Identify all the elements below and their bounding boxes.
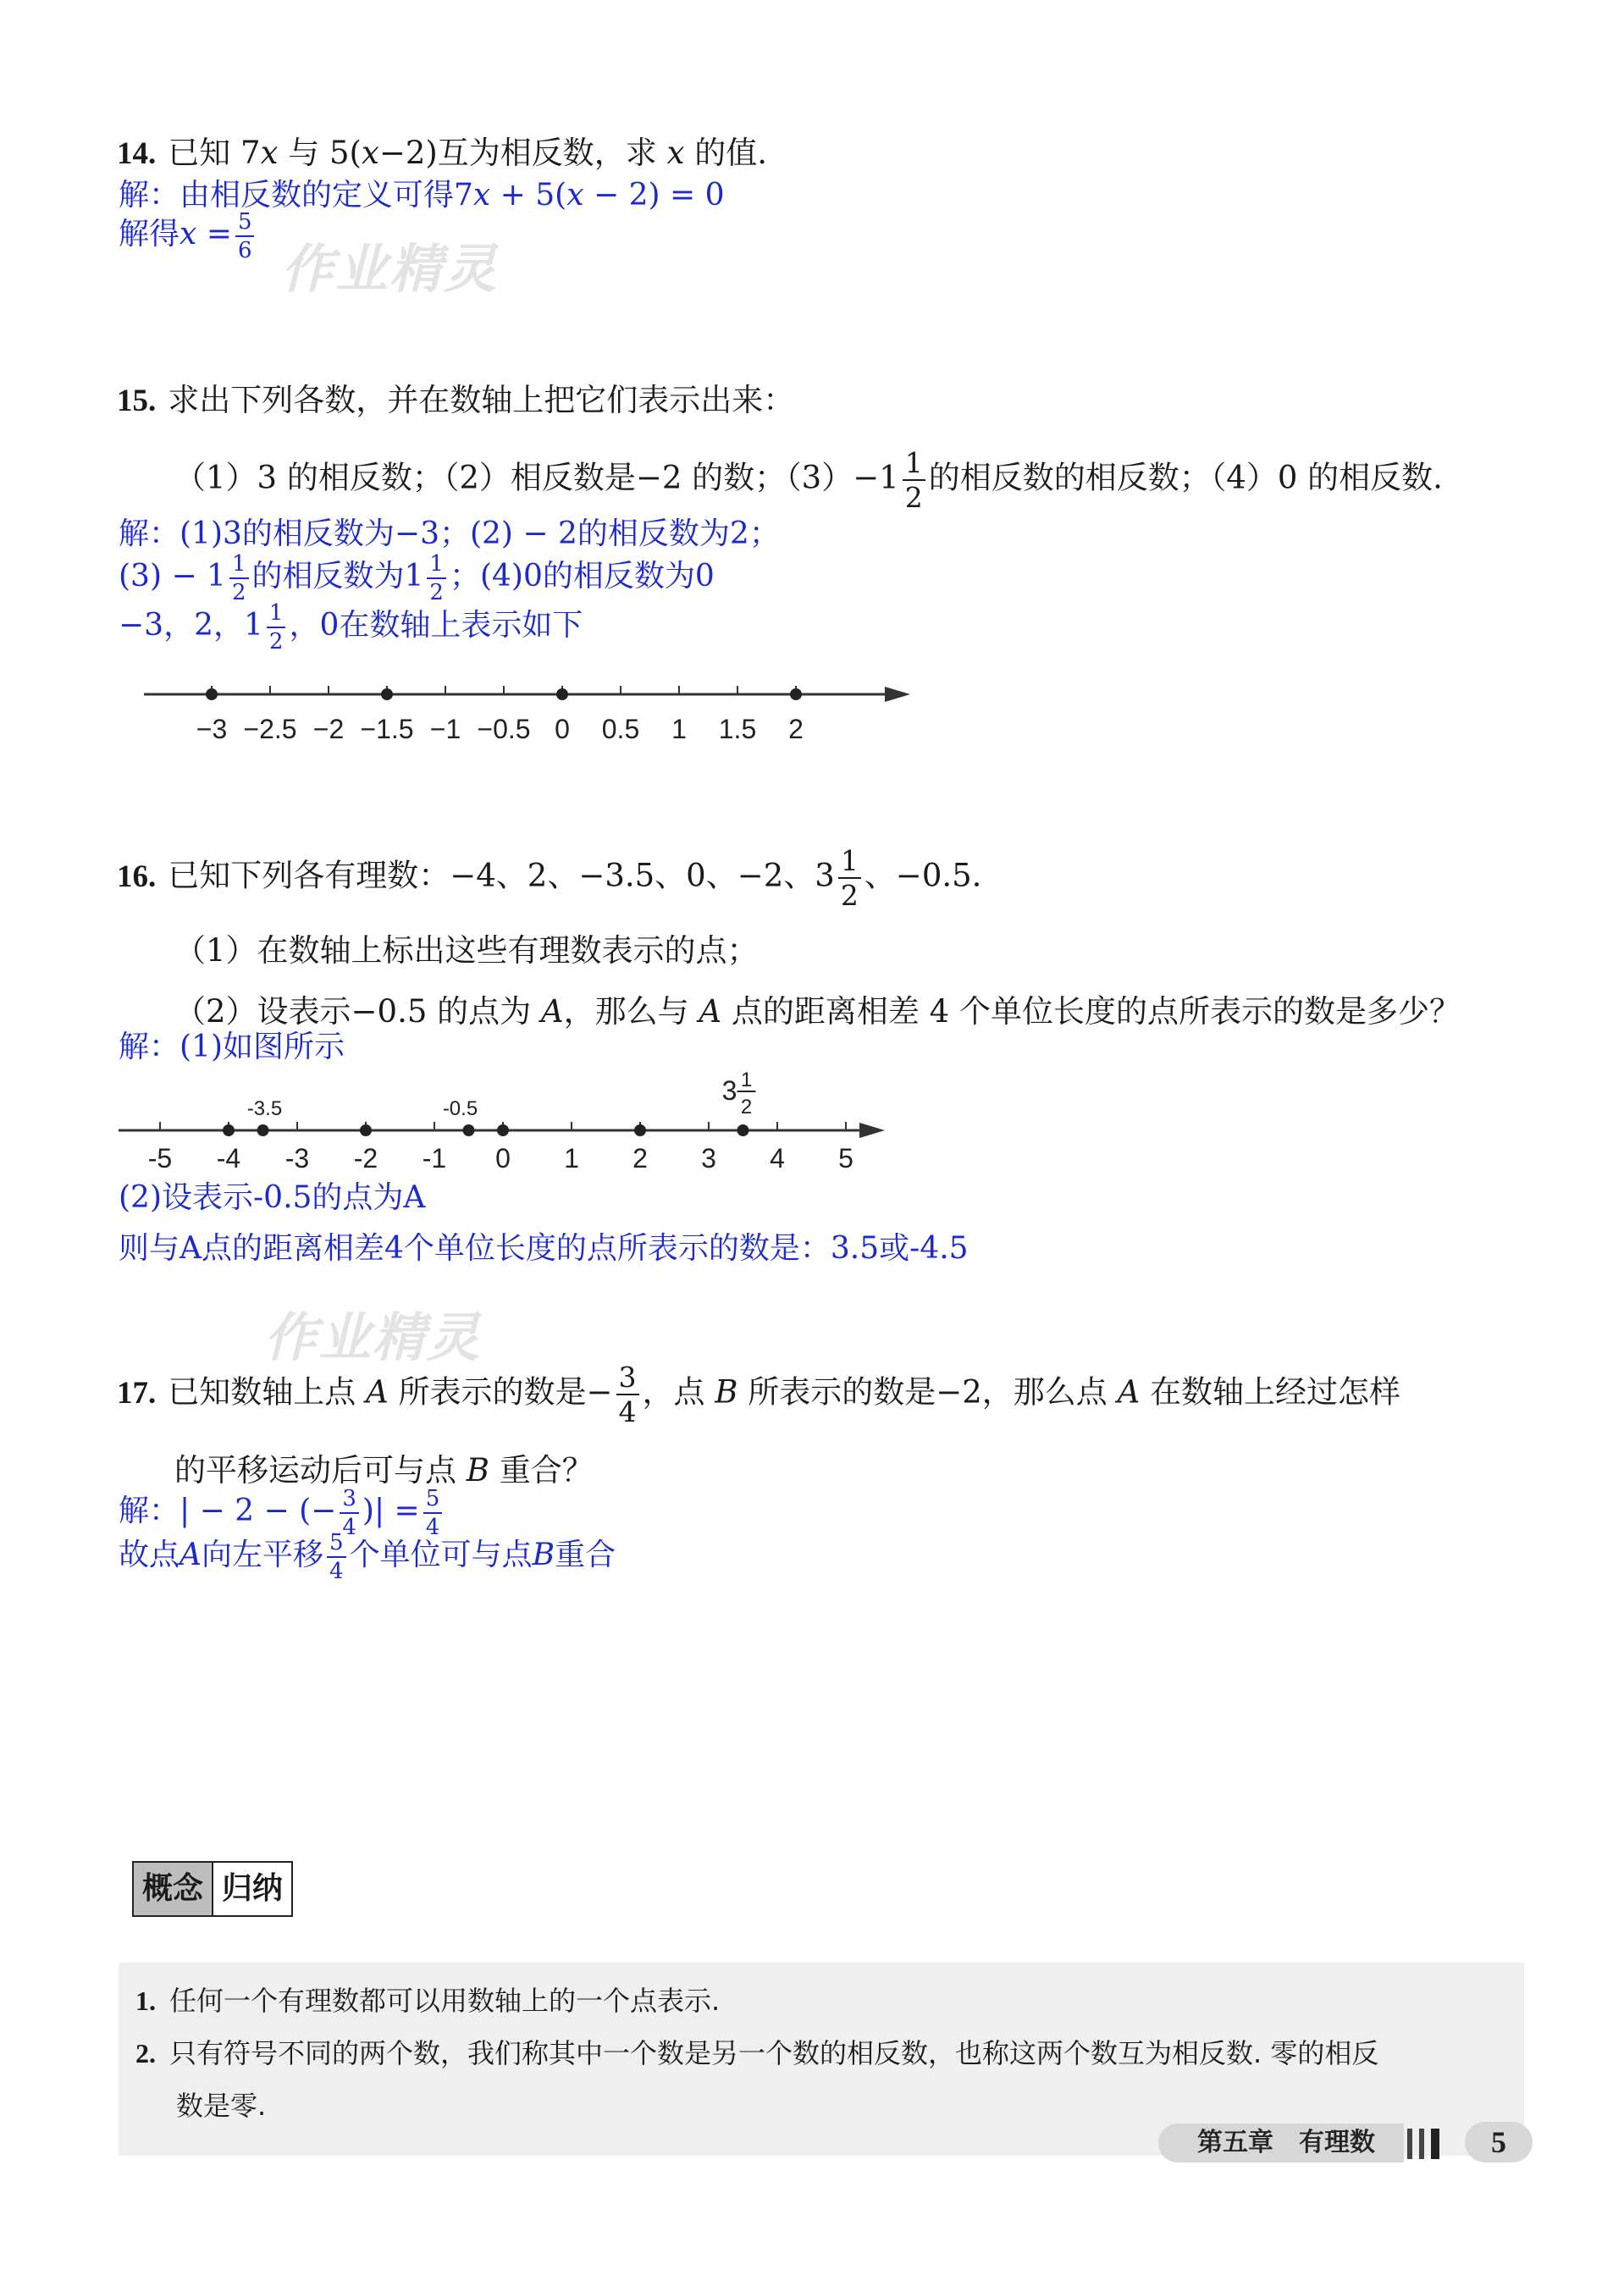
q15-point-0 [206,688,218,700]
q15-tick-label-1: −2.5 [243,714,297,744]
q16-tick-label-8: 3 [701,1143,716,1174]
q15-tick-label-4: −1 [429,714,461,744]
summary-item-1 [135,1980,720,2019]
q16-var-A2: A [699,993,722,1030]
q15-sub-b: 的相反数的相反数；（4）0 的相反数. [928,459,1443,496]
q16-point-4 [497,1124,509,1136]
q15-tick-label-6: 0 [555,714,570,744]
q16-text-b: 、−0.5. [864,857,982,894]
q17-question-line1 [117,1363,1400,1426]
summary-item-1-text: 任何一个有理数都可以用数轴上的一个点表示. [169,1985,721,2017]
q15-half-d2: 2 [429,580,444,605]
q16-sub2 [174,986,1461,1031]
q16-tick-label-10: 5 [838,1143,853,1174]
q15-ans3-frac [267,602,286,653]
q16-sub2-a: （2）设表示−0.5 的点为 [174,993,541,1030]
q17-text-a: 已知数轴上点 [168,1373,367,1411]
q16-frac-n: 1 [838,847,861,879]
q17-frac-n: 3 [616,1363,639,1395]
q17-fraction [616,1363,639,1426]
q14-ans-fraction [235,211,255,262]
q17-ans1-n: 3 [340,1488,359,1514]
q16-point-3 [463,1124,475,1136]
q14-text-a: 已知 7 [168,135,261,171]
q17-answer-line2 [119,1531,616,1582]
q17-ans-var-A: A [180,1538,202,1572]
q15-tick-label-7: 0.5 [601,714,640,744]
q17-question-line2 [174,1444,594,1490]
q15-sub-frac-d: 2 [904,481,923,514]
q14-ans1-a: 解：由相反数的定义可得7 [119,178,473,213]
q15-number-line [135,660,914,754]
q15-ans2-frac2 [427,553,446,604]
q15-sub-frac-n: 1 [903,449,925,481]
footer-chapter: 第五章 有理数 [1158,2124,1404,2162]
q16-point-6 [737,1124,749,1136]
q14-ans2-label: 解得 [119,217,180,251]
q14-frac-denominator: 6 [237,238,252,263]
q15-tick-label-9: 1.5 [718,714,757,744]
q17-frac-d: 4 [618,1395,637,1428]
footer-bars-icon [1406,2125,1456,2162]
q16-point-1 [257,1124,269,1136]
q15-ans3-a: −3，2，1 [119,608,263,643]
q17-var-B: B [715,1373,738,1411]
q16-question [117,844,982,912]
q16-tick-label-3: -2 [353,1143,378,1174]
q15-point-2 [556,688,568,700]
q15-tick-label-0: −3 [196,714,228,744]
q16-point-2 [360,1124,372,1136]
q16-tick-label-4: -1 [422,1143,447,1174]
summary-item-2-text-a: 只有符号不同的两个数，我们称其中一个数是另一个数的相反数，也称这两个数互为相反数. 零的相反 [169,2037,1379,2069]
q15-tick-label-2: −2 [312,714,345,744]
q17-ans1-d: 4 [342,1515,356,1540]
watermark-2: 作业精灵 [264,1306,482,1368]
q16-number: 16. [117,859,157,894]
q15-sub-fraction [903,446,925,514]
q16-frac-d: 2 [840,879,859,912]
q15-text: 求出下列各数，并在数轴上把它们表示出来： [168,382,795,418]
q14-question [117,127,767,173]
q17-number: 17. [117,1375,157,1411]
q15-point-1 [381,688,393,700]
q16-point-label-neg3-5: -3.5 [246,1097,283,1120]
q17-ans2-frac-d: 4 [329,1559,344,1584]
q15-half-d3: 2 [268,629,284,654]
q17-ans2-c: 个单位可与点 [349,1538,533,1572]
q16-var-A: A [540,993,564,1030]
q17-ans1-a: 解：| − 2 − (− [119,1494,337,1528]
q16-point-label-neg0-5: -0.5 [442,1097,478,1120]
q17-line2-a: 的平移运动后可与点 [174,1452,467,1488]
q14-frac-numerator: 5 [235,211,255,237]
q16-point-label-3half-num: 1 [740,1069,753,1091]
q16-point-5 [634,1124,646,1136]
summary-title [132,1861,293,1917]
q16-point-label-3half-den: 2 [740,1096,753,1118]
q15-tick-label-5: −0.5 [477,714,531,744]
q14-ans-var-x2: x [566,178,584,213]
q17-text-b: 所表示的数是− [388,1373,613,1411]
q16-answer-line1: 解：(1)如图所示 [119,1030,345,1064]
q15-half-n: 1 [229,553,249,579]
q17-line2-b: 重合？ [489,1452,594,1488]
q17-ans2-frac-n: 5 [327,1532,346,1558]
q15-answer-line1: 解：(1)3的相反数为−3；(2) − 2的相反数为2； [119,516,780,551]
q15-half-n2: 1 [427,553,446,579]
summary-title-induction: 归纳 [222,1871,284,1906]
summary-item-2-num: 2. [135,2038,156,2068]
q16-answer-line3: 则与A点的距离相差4个单位长度的点所表示的数是：3.5或-4.5 [119,1231,969,1266]
q14-var-x: x [260,135,279,171]
q14-ans2-var-x: x [180,217,197,251]
q15-point-3 [790,688,802,700]
q17-text-c: ，点 [642,1373,715,1411]
q17-ans2-frac [327,1532,346,1582]
q15-tick-label-3: −1.5 [360,714,414,744]
q15-axis-arrow [885,687,910,702]
summary-item-2-cont: 数是零. [176,2090,267,2122]
q17-ans2-d: 4 [425,1515,440,1540]
q17-var-A2: A [1117,1373,1141,1411]
q14-ans1-c: − 2) = 0 [583,178,725,213]
q15-ans2-a: (3) − 1 [119,559,226,594]
q16-text-a: 已知下列各有理数：−4、2、−3.5、0、−2、3 [168,857,835,894]
q16-tick-label-6: 1 [564,1143,579,1174]
q17-var-B2: B [466,1452,489,1488]
q14-number: 14. [117,136,157,171]
watermark-1: 作业精灵 [281,238,499,300]
q16-tick-label-1: -4 [216,1143,241,1174]
q17-ans2-a: 故点 [119,1538,180,1572]
q15-answer-line3 [119,601,583,653]
q14-var-x3: x [666,135,685,171]
q17-ans-var-B: B [532,1538,555,1572]
q14-answer-line2 [119,210,257,262]
q15-half-n3: 1 [267,602,286,628]
q16-point-0 [223,1124,235,1136]
q17-ans1-b: )| = [362,1494,420,1528]
q15-tick-label-8: 1 [671,714,687,744]
q15-ans2-frac1 [229,553,249,604]
q14-text-d: 的值. [684,135,767,171]
q17-ans2-b: 向左平移 [202,1538,324,1572]
q15-sub-a: （1）3 的相反数；（2）相反数是−2 的数；（3）−1 [174,459,899,496]
q15-tick-label-10: 2 [788,714,804,744]
page-number: 5 [1465,2122,1533,2162]
q17-text-d: 所表示的数是−2，那么点 [737,1373,1118,1411]
q17-text-e: 在数轴上经过怎样 [1140,1373,1401,1411]
q14-text-c: −2)互为相反数，求 [378,135,667,171]
q15-ans2-c: ；(4)0的相反数为0 [449,559,715,594]
q17-var-A: A [366,1373,389,1411]
q16-point-label-3half-whole: 3 [721,1075,737,1106]
q15-half-d: 2 [231,580,246,605]
q14-answer-line1 [119,171,725,214]
q14-ans2-eq: = [196,217,232,251]
q15-ans3-b: ，0在数轴上表示如下 [289,608,583,643]
q16-tick-label-9: 4 [770,1143,785,1174]
q16-answer-line2: (2)设表示-0.5的点为A [119,1180,426,1215]
q16-sub2-c: 点的距离相差 4 个单位长度的点所表示的数是多少？ [721,993,1461,1030]
summary-item-2 [135,2032,1378,2071]
q16-tick-label-5: 0 [495,1143,511,1174]
q17-ans2-d: 重合 [555,1538,616,1572]
q16-number-line [110,1063,889,1190]
q14-text-b: 与 5( [278,135,362,171]
q15-ans2-b: 的相反数为1 [251,559,424,594]
q16-fraction [838,844,861,912]
q17-ans2-n: 5 [423,1488,443,1514]
q16-axis-arrow [859,1123,885,1138]
q16-tick-label-0: -5 [147,1143,173,1174]
q14-ans1-b: + 5( [490,178,567,213]
q15-answer-line2 [119,552,715,604]
q14-var-x2: x [361,135,379,171]
q15-number: 15. [117,384,157,418]
summary-item-1-num: 1. [135,1986,156,2016]
summary-title-concept: 概念 [134,1863,213,1915]
q16-tick-label-7: 2 [632,1143,648,1174]
q16-sub1: （1）在数轴上标出这些有理数表示的点； [174,932,759,969]
q14-ans-var-x: x [472,178,491,213]
q15-subquestions [174,446,1443,514]
q16-sub2-b: ，那么与 [563,993,699,1030]
q15-question [117,374,794,420]
q16-tick-label-2: -3 [284,1143,310,1174]
